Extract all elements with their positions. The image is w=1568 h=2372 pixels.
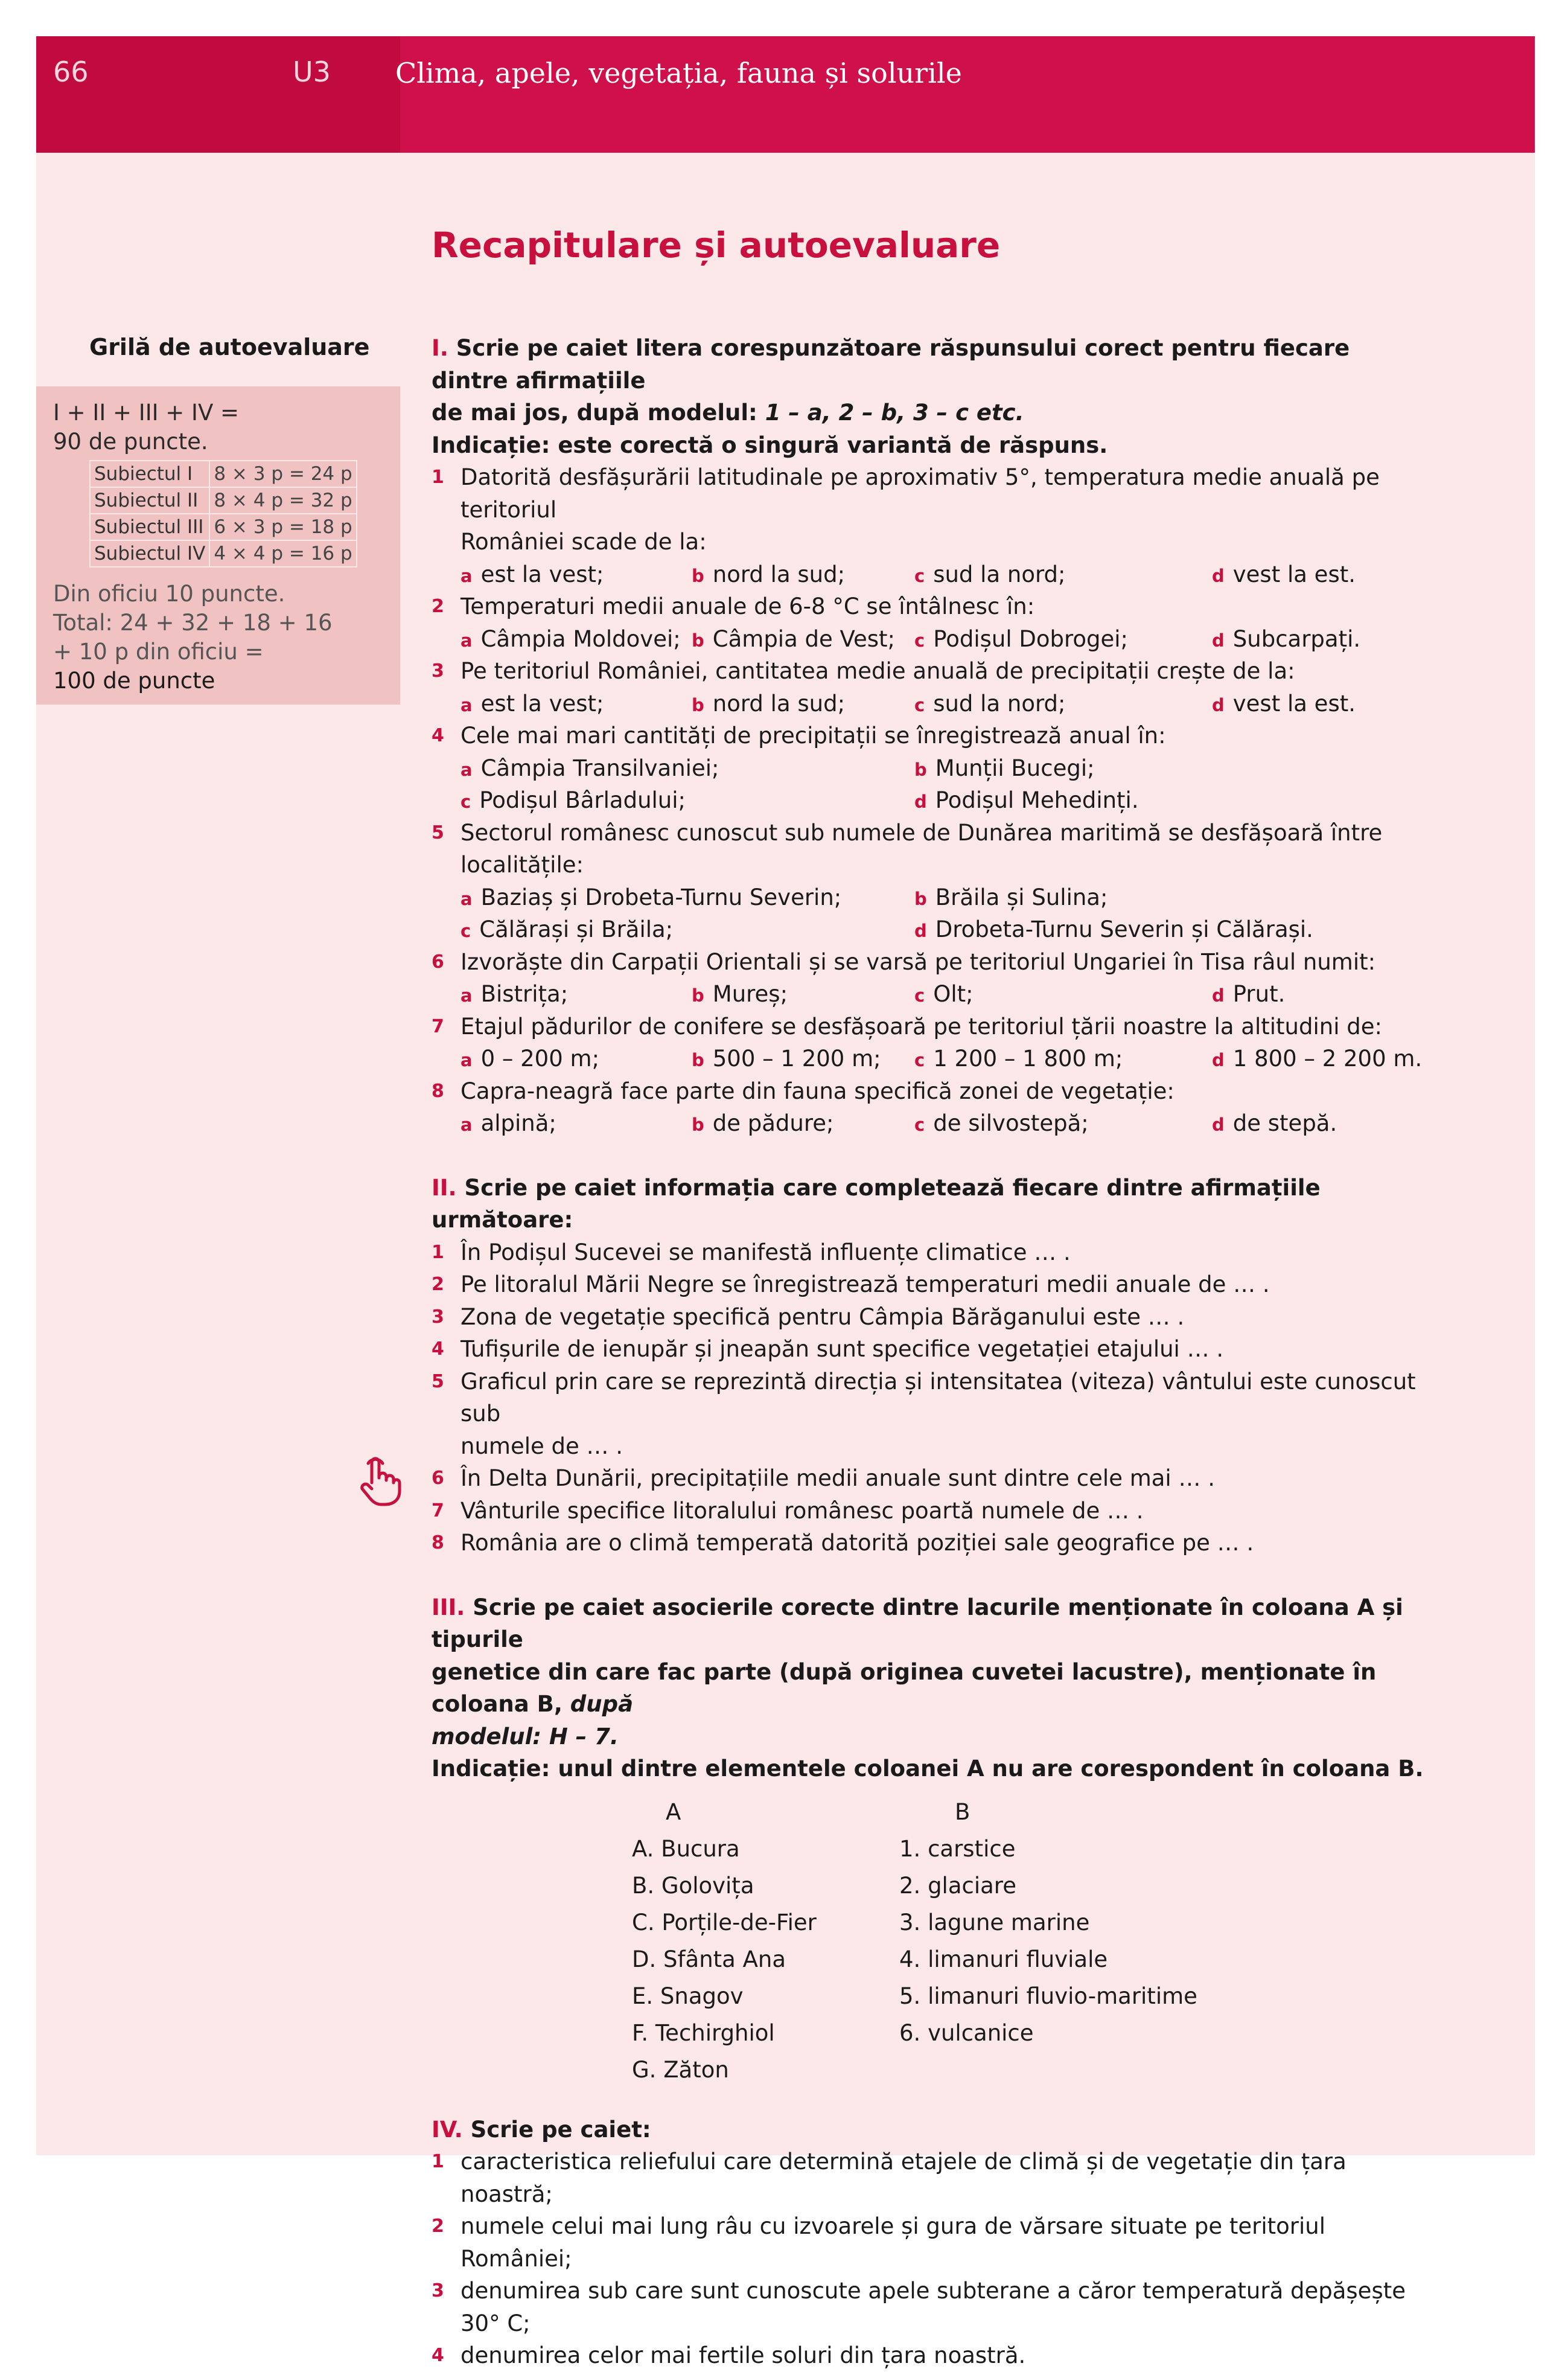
option-letter: c bbox=[914, 1050, 925, 1070]
question-text: numele de … . bbox=[461, 1433, 623, 1459]
page-header bbox=[36, 36, 1535, 153]
grid-subject: Subiectul I bbox=[90, 461, 209, 487]
question-text: denumirea sub care sunt cunoscute apele subterane a căror temperatură depășește 30° C; bbox=[461, 2278, 1406, 2336]
answer-option bbox=[914, 623, 1128, 657]
column-b bbox=[899, 1794, 1197, 2051]
column-a-item: D. Sfânta Ana bbox=[632, 1946, 786, 1972]
option-text: Câmpia de Vest; bbox=[712, 625, 895, 652]
question-text: Capra-neagră face parte din fauna specifică zonei de vegetație: bbox=[461, 1078, 1174, 1104]
option-text: Baziaș și Drobeta-Turnu Severin; bbox=[480, 884, 842, 910]
question-line bbox=[432, 849, 1433, 881]
question-line bbox=[432, 817, 1433, 849]
options-row bbox=[432, 558, 1433, 591]
question-text: Pe litoralul Mării Negre se înregistrează temperaturi medii anuale de … . bbox=[461, 1271, 1270, 1297]
column-b-item: 3. lagune marine bbox=[899, 1909, 1090, 1936]
question-line bbox=[432, 1268, 1433, 1301]
answer-option bbox=[914, 558, 1066, 593]
question-number: 4 bbox=[432, 1338, 444, 1360]
option-text: 1 800 – 2 200 m. bbox=[1232, 1046, 1423, 1072]
option-letter: b bbox=[692, 565, 704, 586]
question-text: Vânturile specifice litoralului românesc poartă numele de … . bbox=[461, 1497, 1144, 1524]
answer-option bbox=[692, 978, 788, 1012]
options-row bbox=[432, 913, 1433, 946]
options-row bbox=[432, 688, 1433, 720]
column-a-item: G. Zăton bbox=[632, 2056, 729, 2083]
association-columns bbox=[432, 1794, 1433, 2089]
option-text: 0 – 200 m; bbox=[480, 1046, 600, 1072]
question-text: În Podișul Sucevei se manifestă influențe climatice … . bbox=[461, 1239, 1071, 1265]
answer-option bbox=[914, 688, 1066, 722]
option-text: de stepă. bbox=[1232, 1110, 1337, 1136]
option-letter: c bbox=[914, 694, 925, 715]
option-text: Câmpia Transilvaniei; bbox=[480, 755, 719, 781]
column-b-item: 1. carstice bbox=[899, 1835, 1016, 1862]
option-text: Munții Bucegi; bbox=[935, 755, 1095, 781]
grid-oficiu: Din oficiu 10 puncte. bbox=[53, 581, 285, 607]
options-row bbox=[432, 623, 1433, 656]
question-line bbox=[432, 526, 1433, 558]
option-letter: a bbox=[461, 1114, 473, 1135]
options-row bbox=[432, 978, 1433, 1011]
question-text: Sectorul românesc cunoscut sub numele de Dunărea maritimă se desfășoară între bbox=[461, 819, 1383, 846]
question-number: 4 bbox=[432, 725, 444, 746]
question-text: Graficul prin care se reprezintă direcția și intensitatea (viteza) vântului este cunoscut sub bbox=[461, 1368, 1416, 1427]
option-letter: c bbox=[914, 565, 925, 586]
question-line bbox=[432, 1430, 1433, 1463]
option-letter: c bbox=[914, 630, 925, 651]
section-3-hint: Indicație: unul dintre elementele coloanei A nu are corespondent în coloana B. bbox=[432, 1756, 1424, 1782]
question-number: 6 bbox=[432, 951, 444, 973]
question-line bbox=[432, 1495, 1433, 1527]
grid-value: 8 × 4 p = 32 p bbox=[209, 487, 356, 514]
question-line bbox=[432, 1075, 1433, 1108]
question-number: 3 bbox=[432, 660, 444, 682]
section-1-instruction-line2: de mai jos, după modelul: 1 – a, 2 – b, 3 – c etc. bbox=[432, 400, 1024, 426]
question-text: Datorită desfășurării latitudinale pe aproximativ 5°, temperatura medie anuală pe teritoriul bbox=[461, 464, 1380, 523]
answer-option bbox=[692, 558, 845, 593]
option-letter: d bbox=[1212, 694, 1225, 715]
question-line bbox=[432, 2275, 1433, 2339]
question-number: 5 bbox=[432, 822, 444, 843]
option-text: Drobeta-Turnu Severin și Călărași. bbox=[935, 916, 1313, 942]
question-number: 8 bbox=[432, 1532, 444, 1553]
column-b-item: 2. glaciare bbox=[899, 1872, 1016, 1899]
column-b-header: B bbox=[955, 1798, 970, 1825]
answer-option bbox=[461, 1107, 556, 1142]
answer-option bbox=[914, 978, 974, 1012]
question-text: denumirea celor mai fertile soluri din țara noastră. bbox=[461, 2342, 1026, 2368]
column-b-item: 6. vulcanice bbox=[899, 2019, 1034, 2046]
options-row bbox=[432, 784, 1433, 817]
question-line bbox=[432, 590, 1433, 623]
option-text: Olt; bbox=[933, 981, 974, 1007]
column-a-item: F. Techirghiol bbox=[632, 2019, 775, 2046]
answer-option bbox=[914, 752, 1095, 787]
option-letter: c bbox=[461, 921, 471, 941]
option-text: Podișul Bârladului; bbox=[479, 787, 686, 813]
question-line bbox=[432, 946, 1433, 979]
question-text: În Delta Dunării, precipitațiile medii anuale sunt dintre cele mai … . bbox=[461, 1465, 1215, 1491]
option-text: 1 200 – 1 800 m; bbox=[933, 1046, 1123, 1072]
grid-subject: Subiectul IV bbox=[90, 540, 209, 567]
grid-subject: Subiectul II bbox=[90, 487, 209, 514]
option-letter: d bbox=[1212, 1114, 1225, 1135]
option-text: Podișul Mehedinți. bbox=[935, 787, 1139, 813]
question-number: 5 bbox=[432, 1370, 444, 1392]
question-line bbox=[432, 461, 1433, 526]
option-text: Prut. bbox=[1232, 981, 1286, 1007]
answer-option bbox=[461, 784, 686, 819]
answer-option bbox=[1212, 978, 1285, 1012]
column-a-item: B. Golovița bbox=[632, 1872, 754, 1899]
option-text: nord la sud; bbox=[712, 561, 846, 587]
section-1-hint: Indicație: este corectă o singură variantă de răspuns. bbox=[432, 432, 1108, 458]
answer-option bbox=[461, 688, 604, 722]
question-number: 7 bbox=[432, 1015, 444, 1037]
section-2-items bbox=[432, 1236, 1433, 1559]
section-1-questions bbox=[432, 461, 1433, 1140]
column-a bbox=[632, 1794, 817, 2088]
answer-option bbox=[692, 1043, 881, 1077]
question-line bbox=[432, 1333, 1433, 1366]
answer-option bbox=[461, 623, 681, 657]
answer-option bbox=[914, 881, 1107, 916]
question-line bbox=[432, 1527, 1433, 1559]
options-row bbox=[432, 752, 1433, 785]
answer-option bbox=[1212, 688, 1356, 722]
grid-total-a: Total: 24 + 32 + 18 + 16 bbox=[53, 610, 333, 636]
option-letter: b bbox=[914, 888, 927, 909]
answer-option bbox=[1212, 623, 1360, 657]
grid-row bbox=[90, 540, 357, 567]
section-2 bbox=[432, 1172, 1433, 1559]
question-line bbox=[432, 2146, 1433, 2210]
question-line bbox=[432, 1462, 1433, 1495]
question-number: 6 bbox=[432, 1468, 444, 1489]
question-number: 7 bbox=[432, 1500, 444, 1521]
answer-option bbox=[461, 913, 673, 948]
question-text: Zona de vegetație specifică pentru Câmpia Bărăganului este … . bbox=[461, 1303, 1185, 1330]
grid-total-line2: 90 de puncte. bbox=[53, 429, 208, 455]
pointing-hand-icon bbox=[356, 1454, 404, 1508]
column-a-header: A bbox=[666, 1798, 681, 1825]
option-text: 500 – 1 200 m; bbox=[712, 1046, 881, 1072]
option-text: vest la est. bbox=[1232, 690, 1356, 717]
grid-total-line1: I + II + III + IV = bbox=[53, 400, 240, 426]
question-line bbox=[432, 655, 1433, 688]
answer-option bbox=[692, 1107, 834, 1142]
question-number: 1 bbox=[432, 467, 444, 488]
grid-subject: Subiectul III bbox=[90, 514, 209, 540]
unit-label: U3 bbox=[293, 56, 331, 88]
option-text: vest la est. bbox=[1232, 561, 1356, 587]
option-letter: a bbox=[461, 694, 473, 715]
option-text: Călărași și Brăila; bbox=[479, 916, 674, 942]
section-3-instruction-line2: genetice din care fac parte (după originea cuvetei lacustre), menționate în coloana B, după bbox=[432, 1658, 1377, 1717]
question-number: 1 bbox=[432, 2151, 444, 2172]
option-letter: b bbox=[692, 1114, 704, 1135]
option-text: Bistrița; bbox=[480, 981, 569, 1007]
answer-option bbox=[461, 558, 604, 593]
option-letter: c bbox=[461, 791, 471, 812]
options-row bbox=[432, 1107, 1433, 1140]
question-line bbox=[432, 720, 1433, 752]
option-text: de silvostepă; bbox=[933, 1110, 1089, 1136]
question-number: 1 bbox=[432, 1241, 444, 1263]
options-row bbox=[432, 1043, 1433, 1075]
question-text: Etajul pădurilor de conifere se desfășoară pe teritoriul țării noastre la altitudini de: bbox=[461, 1013, 1382, 1040]
column-b-item: 5. limanuri fluvio-maritime bbox=[899, 1983, 1197, 2009]
section-2-instruction: II. Scrie pe caiet informația care completează fiecare dintre afirmațiile următoare: bbox=[432, 1174, 1321, 1233]
answer-option bbox=[914, 1107, 1089, 1142]
question-text: caracteristica reliefului care determină etajele de climă și de vegetație din țara noastră; bbox=[461, 2149, 1347, 2207]
option-letter: c bbox=[914, 985, 925, 1006]
question-number: 2 bbox=[432, 2216, 444, 2237]
option-letter: b bbox=[914, 759, 927, 780]
option-text: nord la sud; bbox=[712, 690, 846, 717]
question-text: Tufișurile de ienupăr și jneapăn sunt specifice vegetației etajului … . bbox=[461, 1336, 1224, 1362]
grid-table bbox=[89, 460, 357, 567]
section-3-instruction: III. Scrie pe caiet asocierile corecte dintre lacurile menționate în coloana A și tipurile bbox=[432, 1594, 1403, 1652]
column-b-item: 4. limanuri fluviale bbox=[899, 1946, 1108, 1972]
question-text: Pe teritoriul României, cantitatea medie anuală de precipitații crește de la: bbox=[461, 658, 1295, 684]
answer-option bbox=[461, 752, 719, 787]
section-3 bbox=[432, 1591, 1433, 2089]
option-letter: d bbox=[1212, 1050, 1225, 1070]
section-4-instruction: IV. Scrie pe caiet: bbox=[432, 2116, 651, 2143]
question-number: 2 bbox=[432, 1274, 444, 1295]
question-line bbox=[432, 1301, 1433, 1334]
page-title: Recapitulare și autoevaluare bbox=[432, 225, 1001, 266]
answer-option bbox=[461, 881, 841, 916]
option-letter: b bbox=[692, 694, 704, 715]
section-4 bbox=[432, 2114, 1433, 2372]
option-letter: a bbox=[461, 630, 473, 651]
option-letter: b bbox=[692, 630, 704, 651]
question-text: Temperaturi medii anuale de 6-8 °C se întâlnesc în: bbox=[461, 593, 1035, 619]
grid-row bbox=[90, 461, 357, 487]
option-text: sud la nord; bbox=[933, 561, 1066, 587]
option-letter: a bbox=[461, 888, 473, 909]
option-text: Subcarpați. bbox=[1232, 625, 1361, 652]
section-4-items bbox=[432, 2146, 1433, 2372]
header-left-block bbox=[36, 36, 400, 153]
option-letter: a bbox=[461, 759, 473, 780]
options-row bbox=[432, 881, 1433, 914]
question-text: România are o climă temperată datorită poziției sale geografice pe … . bbox=[461, 1530, 1254, 1556]
chapter-title: Clima, apele, vegetația, fauna și solurile bbox=[395, 57, 962, 89]
option-text: Mureș; bbox=[712, 981, 788, 1007]
answer-option bbox=[1212, 558, 1356, 593]
grid-total-b: + 10 p din oficiu = bbox=[53, 639, 264, 665]
answer-option bbox=[1212, 1043, 1422, 1077]
question-text: Izvorăște din Carpații Orientali și se varsă pe teritoriul Ungariei în Tisa râul numit: bbox=[461, 948, 1376, 975]
question-line bbox=[432, 2210, 1433, 2275]
question-text: României scade de la: bbox=[461, 529, 707, 555]
option-text: alpină; bbox=[480, 1110, 556, 1136]
grid-row bbox=[90, 487, 357, 514]
question-number: 3 bbox=[432, 2280, 444, 2301]
answer-option bbox=[461, 978, 568, 1012]
option-text: est la vest; bbox=[480, 561, 604, 587]
answer-option bbox=[914, 784, 1139, 819]
grid-value: 4 × 4 p = 16 p bbox=[209, 540, 356, 567]
option-letter: d bbox=[1212, 630, 1225, 651]
answer-option bbox=[461, 1043, 599, 1077]
section-1 bbox=[432, 332, 1433, 1140]
question-text: localitățile: bbox=[461, 852, 584, 878]
option-text: Brăila și Sulina; bbox=[935, 884, 1108, 910]
question-line bbox=[432, 1236, 1433, 1269]
question-line bbox=[432, 2339, 1433, 2372]
main-content bbox=[432, 332, 1433, 2372]
answer-option bbox=[692, 688, 845, 722]
question-number: 3 bbox=[432, 1306, 444, 1328]
answer-option bbox=[692, 623, 895, 657]
option-letter: d bbox=[1212, 985, 1225, 1006]
option-text: Câmpia Moldovei; bbox=[480, 625, 681, 652]
grid-value: 8 × 3 p = 24 p bbox=[209, 461, 356, 487]
option-text: sud la nord; bbox=[933, 690, 1066, 717]
column-a-item: C. Porțile-de-Fier bbox=[632, 1909, 817, 1936]
option-letter: a bbox=[461, 985, 473, 1006]
grid-total-c: 100 de puncte bbox=[53, 668, 215, 694]
answer-option bbox=[1212, 1107, 1337, 1142]
question-line bbox=[432, 1366, 1433, 1430]
section-1-instruction: I. Scrie pe caiet litera corespunzătoare răspunsului corect pentru fiecare dintre afirmațiile bbox=[432, 335, 1350, 394]
option-text: de pădure; bbox=[712, 1110, 834, 1136]
section-3-instruction-line3: modelul: H – 7. bbox=[432, 1723, 619, 1750]
question-number: 8 bbox=[432, 1080, 444, 1102]
answer-option bbox=[914, 1043, 1123, 1077]
grid-title: Grilă de autoevaluare bbox=[89, 334, 370, 360]
question-line bbox=[432, 1011, 1433, 1043]
question-number: 2 bbox=[432, 596, 444, 617]
option-letter: d bbox=[914, 921, 927, 941]
question-number: 4 bbox=[432, 2345, 444, 2366]
option-text: est la vest; bbox=[480, 690, 604, 717]
grid-value: 6 × 3 p = 18 p bbox=[209, 514, 356, 540]
option-letter: b bbox=[692, 985, 704, 1006]
question-text: numele celui mai lung râu cu izvoarele și gura de vărsare situate pe teritoriul României; bbox=[461, 2213, 1326, 2272]
option-text: Podișul Dobrogei; bbox=[933, 625, 1129, 652]
answer-option bbox=[914, 913, 1313, 948]
option-letter: d bbox=[914, 791, 927, 812]
option-letter: d bbox=[1212, 565, 1225, 586]
column-a-item: E. Snagov bbox=[632, 1983, 744, 2009]
option-letter: c bbox=[914, 1114, 925, 1135]
option-letter: a bbox=[461, 565, 473, 586]
question-text: Cele mai mari cantități de precipitații se înregistrează anual în: bbox=[461, 723, 1166, 749]
option-letter: b bbox=[692, 1050, 704, 1070]
grid-row bbox=[90, 514, 357, 540]
option-letter: a bbox=[461, 1050, 473, 1070]
page-number: 66 bbox=[53, 56, 89, 88]
column-a-item: A. Bucura bbox=[632, 1835, 740, 1862]
